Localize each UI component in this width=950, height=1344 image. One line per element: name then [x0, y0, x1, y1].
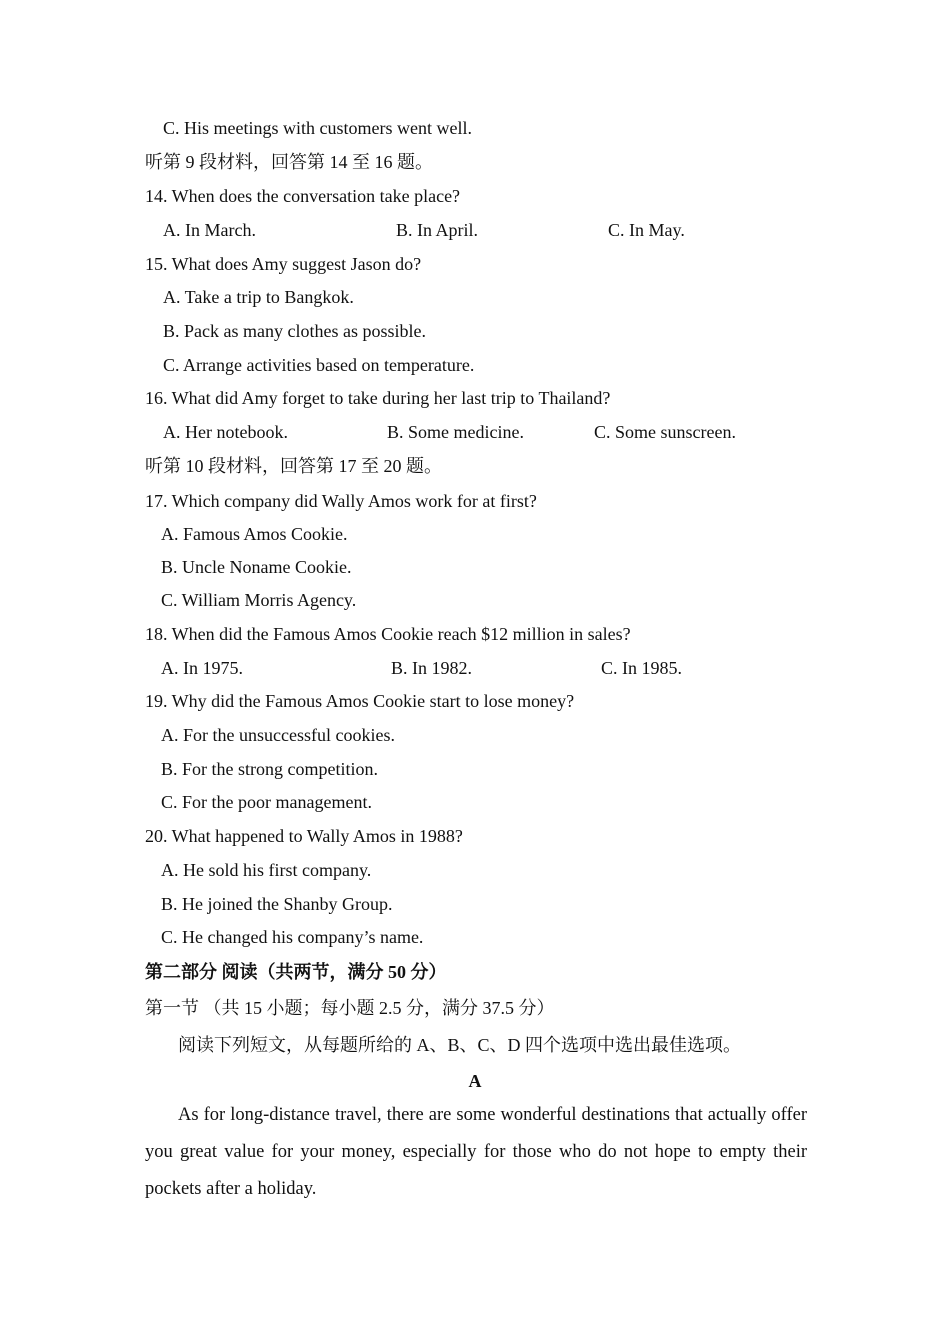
- section-1-title: 第一节 （共 15 小题；每小题 2.5 分，满分 37.5 分）: [145, 998, 555, 1018]
- q18-option-a: A. In 1975.: [161, 658, 243, 678]
- q16-option-b: B. Some medicine.: [387, 422, 524, 442]
- q14-option-b: B. In April.: [396, 220, 479, 240]
- passage-label: A: [468, 1071, 482, 1091]
- q17-option-c: C. William Morris Agency.: [161, 590, 357, 610]
- q20-option-c: C. He changed his company’s name.: [161, 927, 424, 947]
- q16-option-a: A. Her notebook.: [163, 422, 288, 442]
- passage-a-paragraph: As for long-distance travel, there are some wonderful destinations that actually offer you great value for your money, especially for those who do not hope to empty their pockets after a holiday.: [145, 1105, 807, 1199]
- reading-instruction: 阅读下列短文，从每题所给的 A、B、C、D 四个选项中选出最佳选项。: [178, 1035, 742, 1055]
- q18-option-b: B. In 1982.: [391, 658, 472, 678]
- q20-option-a: A. He sold his first company.: [161, 860, 372, 880]
- question-20: 20. What happened to Wally Amos in 1988?: [145, 826, 463, 846]
- question-16: 16. What did Amy forget to take during her last trip to Thailand?: [145, 388, 611, 408]
- q20-option-b: B. He joined the Shanby Group.: [161, 894, 393, 914]
- q13-option-c: C. His meetings with customers went well.: [163, 118, 472, 138]
- q15-option-a: A. Take a trip to Bangkok.: [163, 287, 354, 307]
- part-2-title: 第二部分 阅读（共两节，满分 50 分）: [145, 962, 447, 982]
- q18-option-c: C. In 1985.: [601, 658, 682, 678]
- q14-option-a: A. In March.: [163, 220, 256, 240]
- q16-option-c: C. Some sunscreen.: [594, 422, 736, 442]
- question-15: 15. What does Amy suggest Jason do?: [145, 254, 422, 274]
- q19-option-b: B. For the strong competition.: [161, 759, 378, 779]
- q14-option-c: C. In May.: [608, 220, 685, 240]
- section-10-header: 听第 10 段材料，回答第 17 至 20 题。: [145, 456, 442, 476]
- q19-option-a: A. For the unsuccessful cookies.: [161, 725, 395, 745]
- q15-option-c: C. Arrange activities based on temperature.: [163, 355, 475, 375]
- q17-option-a: A. Famous Amos Cookie.: [161, 524, 348, 544]
- q17-option-b: B. Uncle Noname Cookie.: [161, 557, 352, 577]
- question-18: 18. When did the Famous Amos Cookie reach $12 million in sales?: [145, 624, 631, 644]
- section-9-header: 听第 9 段材料，回答第 14 至 16 题。: [145, 152, 433, 172]
- question-19: 19. Why did the Famous Amos Cookie start to lose money?: [145, 691, 575, 711]
- q15-option-b: B. Pack as many clothes as possible.: [163, 321, 426, 341]
- question-14: 14. When does the conversation take place?: [145, 186, 461, 206]
- question-17: 17. Which company did Wally Amos work for at first?: [145, 491, 537, 511]
- q19-option-c: C. For the poor management.: [161, 792, 372, 812]
